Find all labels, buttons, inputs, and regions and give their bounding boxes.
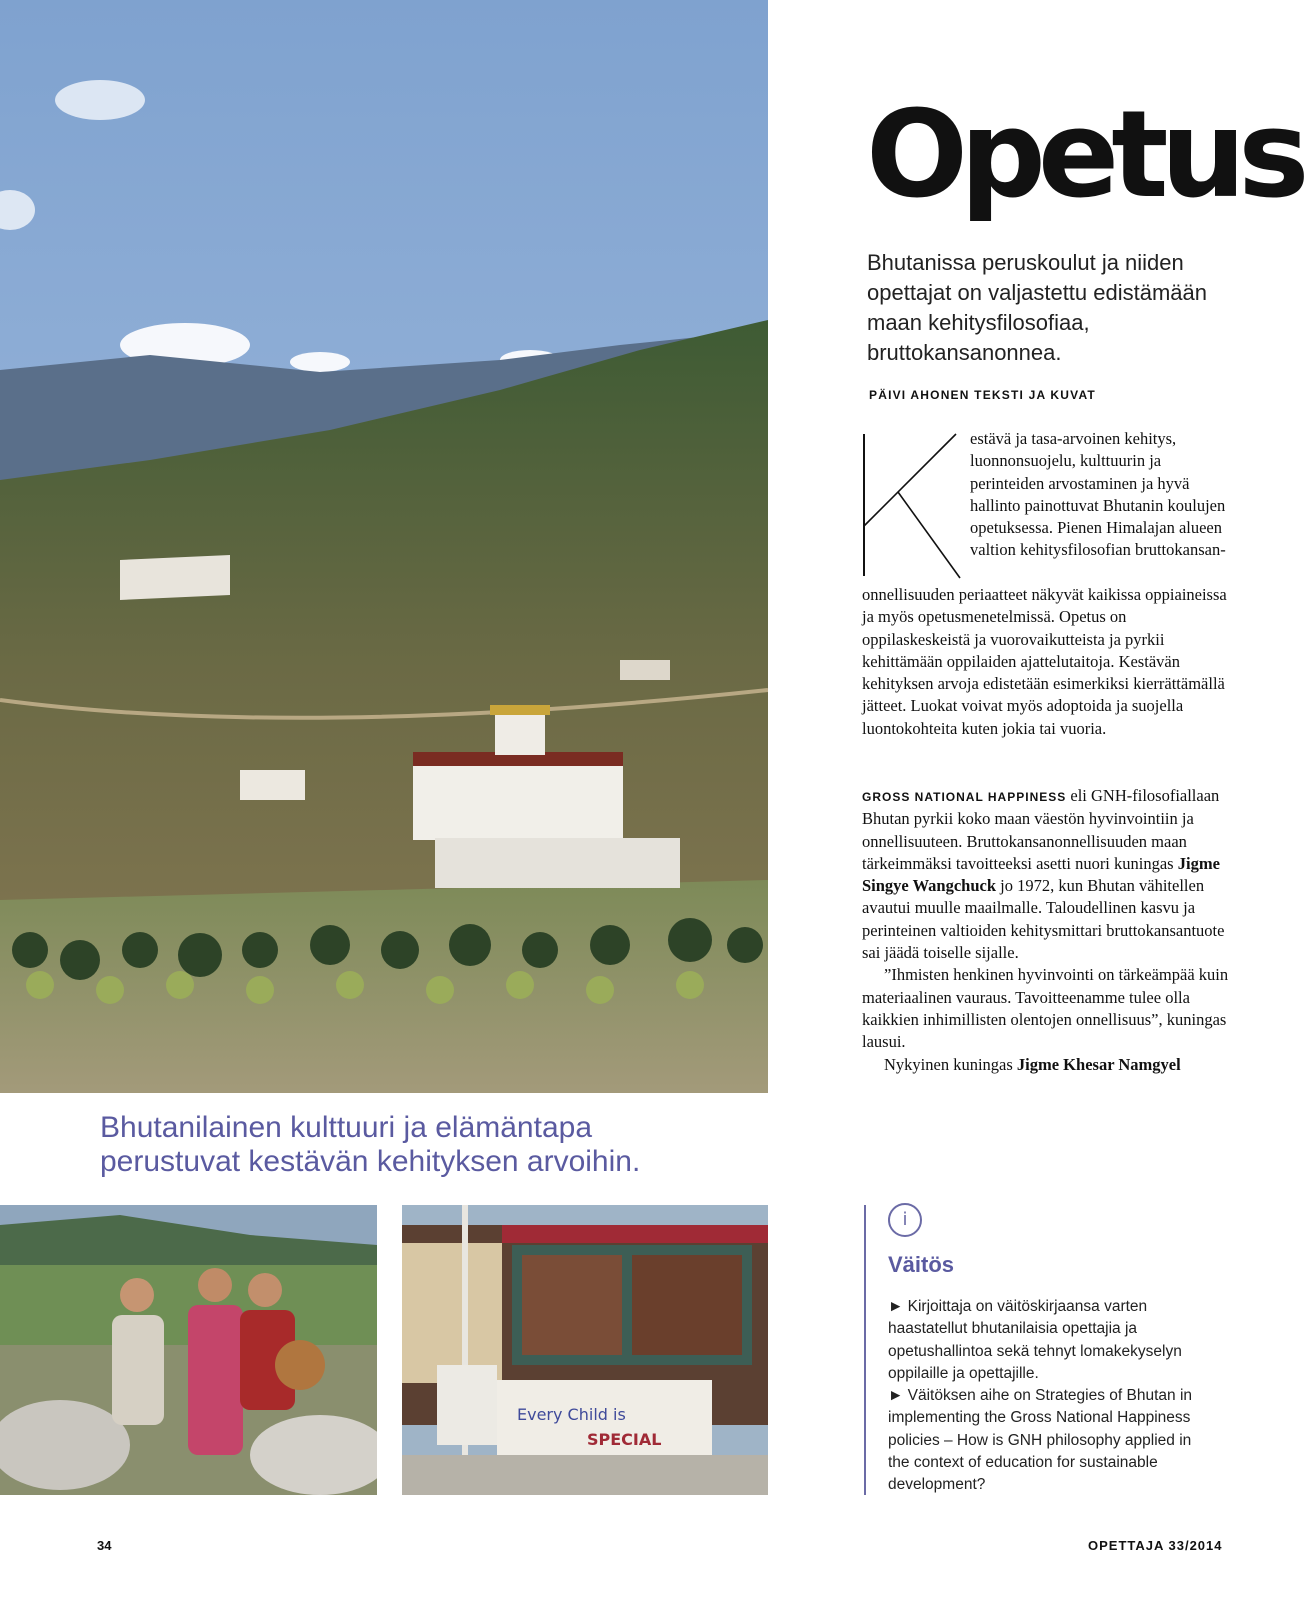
body-paragraph-2b: jo 1972, kun Bhutan vähitellen avautui muulle maailmalle. Taloudellinen kasvu ja perinteinen valtioiden kehitysmittari bruttokansantuote sai jäädä toiselle sijalle. (862, 876, 1225, 963)
hero-illustration (0, 0, 768, 1093)
dropcap-k (860, 430, 962, 580)
info-box-title: Väitös (888, 1252, 955, 1277)
hero-photo-dzong-valley (0, 0, 768, 1093)
body-paragraph-1b: onnellisuuden periaatteet näkyvät kaikissa oppiaineissa ja myös opetusmenetelmissä. Opetus on oppilaskeskeistä ja vuorovaikutteista ja pyrkii kehittämään oppilaiden ajattelutaitoja. Kestävän kehityksen arvoja edistetään esimerkiksi kierrättämällä jätteet. Luokat voivat myös adoptoida ja suojella luontokohteita kuten jokia tai vuoria. (862, 585, 1227, 738)
info-icon: i (888, 1203, 922, 1237)
info-item-2: ► Väitöksen aihe on Strategies of Bhutan in implementing the Gross National Happiness policies – How is GNH philosophy applied in the context of education for sustainable development? (888, 1387, 1193, 1494)
photo-caption: Bhutanilainen kulttuuri ja elämäntapa perustuvat kestävän kehityksen arvoihin. (100, 1111, 641, 1178)
body-paragraph-1a: estävä ja tasa-arvoinen kehitys, luonnonsuojelu, kulttuurin ja perinteiden arvostaminen ja hyvä hallinto painottuvat Bhutanin koulujen opetuksessa. Pienen Himalajan alueen valtion kehitysfilosofian bruttokansan- (970, 429, 1226, 560)
mural-text-2: SPECIAL (587, 1430, 662, 1449)
king-name-1: Jigme Singye Wangchuck (862, 853, 1220, 896)
info-box-text (888, 1296, 1208, 1497)
photo-children (0, 1205, 377, 1495)
king-name-2: Jigme Khesar Namgyel (1016, 1054, 1181, 1074)
body-paragraph-3a: Nykyinen kuningas (884, 1054, 1017, 1074)
magazine-issue: OPETTAJA 33/2014 (1088, 1538, 1223, 1553)
mural-text-1: Every Child is (517, 1405, 626, 1424)
page-number: 34 (97, 1538, 112, 1553)
info-item-1: ► Kirjoittaja on väitöskirjaansa varten haastatellut bhutanilaisia opettajia ja opetushallintoa sekä tehnyt lomakekyselyn oppilaille ja opettajille. (888, 1298, 1182, 1382)
article-title: Opetus (866, 86, 1302, 225)
body-paragraph-2a: eli GNH-filosofiallaan Bhutan pyrkii koko maan väestön hyvinvointiin ja onnellisuuteen. Bruttokansanonnellisuuden maan tärkeimmäksi tavoitteeksi asetti nuori kuningas (862, 786, 1220, 873)
photo-school-building (402, 1205, 768, 1495)
king-quote: ”Ihmisten henkinen hyvinvointi on tärkeämpää kuin materiaalinen vauraus. Tavoitteenamme tulee olla kaikkien inhimillisten olentojen onnellisuus”, kuningas lausui. (862, 965, 1229, 1052)
section-lead-in: GROSS NATIONAL HAPPINESS (862, 790, 1067, 804)
body-paragraph-3 (862, 1054, 1234, 1076)
article-lead: Bhutanissa peruskoulut ja niiden opettajat on valjastettu edistämään maan kehitysfilosofiaa, bruttokansanonnea. (867, 250, 1208, 365)
body-section-gnh (862, 785, 1234, 1076)
article-byline: PÄIVI AHONEN TEKSTI JA KUVAT (869, 388, 1096, 402)
